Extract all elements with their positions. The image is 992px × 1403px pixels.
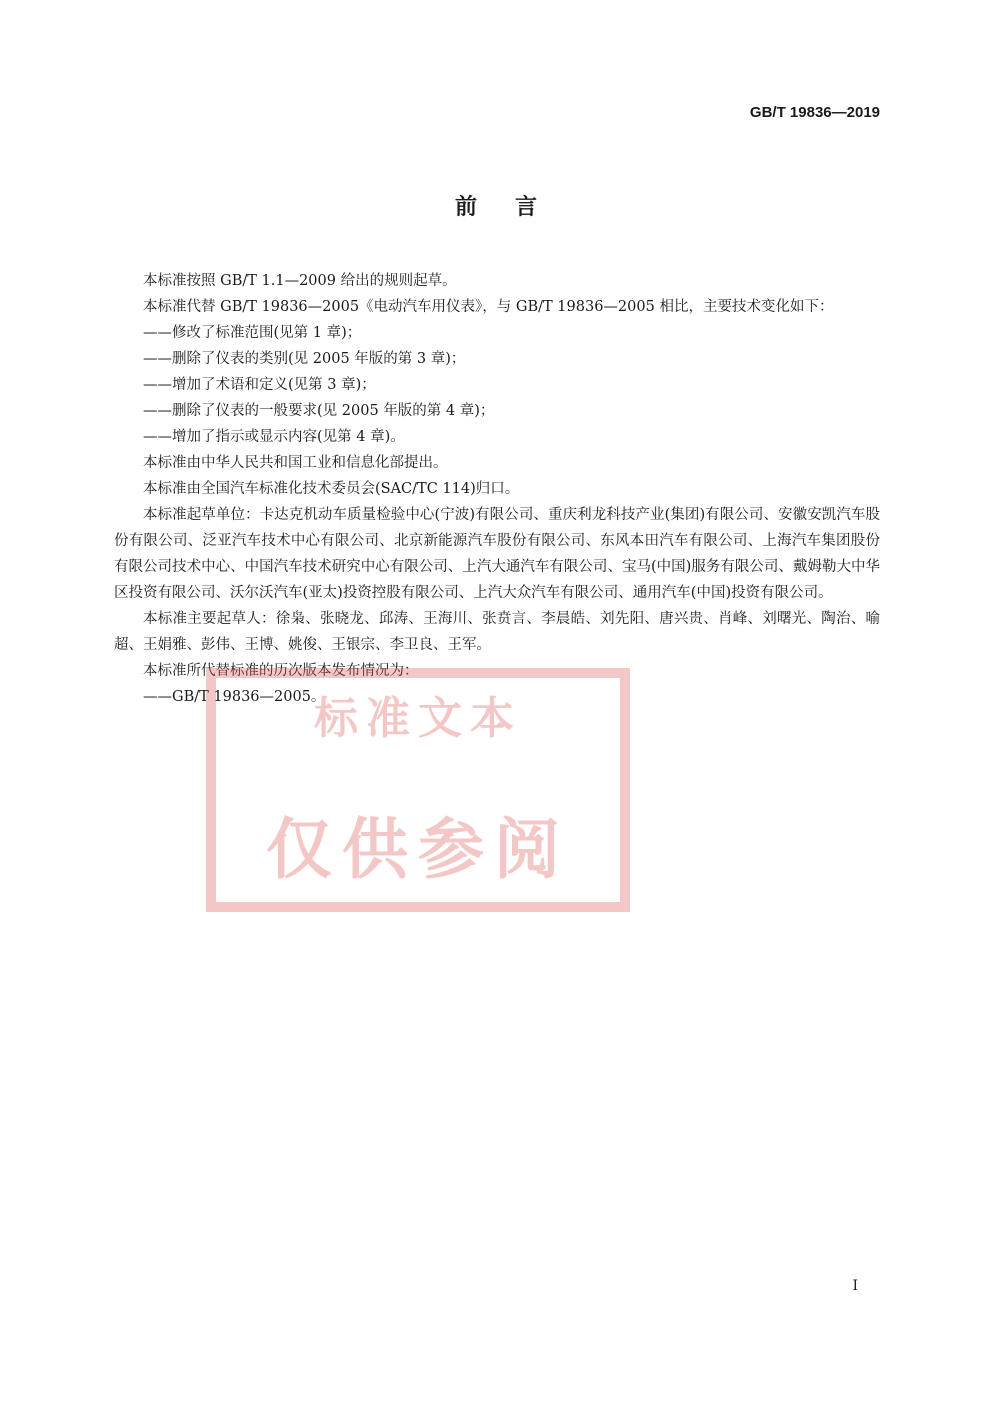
foreword-body [114,268,880,710]
watermark-line2: 仅供参阅 [266,811,570,888]
paragraph: 本标准按照 GB/T 1.1—2009 给出的规则起草。 [143,273,457,289]
standard-number: GB/T 19836—2019 [749,104,880,121]
page-title: 前言 [454,195,575,220]
list-item: ——增加了术语和定义(见第 3 章)； [143,377,376,393]
paragraph: 本标准由中华人民共和国工业和信息化部提出。 [143,455,448,471]
page-number: I [852,1278,858,1294]
paragraph: 本标准主要起草人：徐枭、张晓龙、邱涛、王海川、张贲言、李晨皓、刘先阳、唐兴贵、肖峰、刘曙光、陶治、喻超、王娟雅、彭伟、王博、姚俊、王银宗、李卫良、王军。 [114,611,880,653]
list-item: ——删除了仪表的类别(见 2005 年版的第 3 章)； [143,351,466,367]
list-item: ——删除了仪表的一般要求(见 2005 年版的第 4 章)； [143,403,495,419]
list-item: ——增加了指示或显示内容(见第 4 章)。 [143,429,405,445]
list-item: ——修改了标准范围(见第 1 章)； [143,325,362,341]
paragraph: 本标准由全国汽车标准化技术委员会(SAC/TC 114)归口。 [143,481,520,497]
paragraph: 本标准所代替标准的历次版本发布情况为： [143,663,419,679]
watermark-line1: 标准文本 [314,693,522,744]
list-item: ——GB/T 19836—2005。 [143,689,326,705]
paragraph: 本标准起草单位：卡达克机动车质量检验中心(宁波)有限公司、重庆利龙科技产业(集团)有限公司、安徽安凯汽车股份有限公司、泛亚汽车技术中心有限公司、北京新能源汽车股份有限公司、东风本田汽车有限公司、上海汽车集团股份有限公司技术中心、中国汽车技术研究中心有限公司、上汽大通汽车有限公司、宝马(中国)服务有限公司、戴姆勒大中华区投资有限公司、沃尔沃汽车(亚太)投资控股有限公司、上汽大众汽车有限公司、通用汽车(中国)投资有限公司。 [114,507,880,601]
paragraph: 本标准代替 GB/T 19836—2005《电动汽车用仪表》，与 GB/T 19836—2005 相比，主要技术变化如下： [143,299,834,315]
